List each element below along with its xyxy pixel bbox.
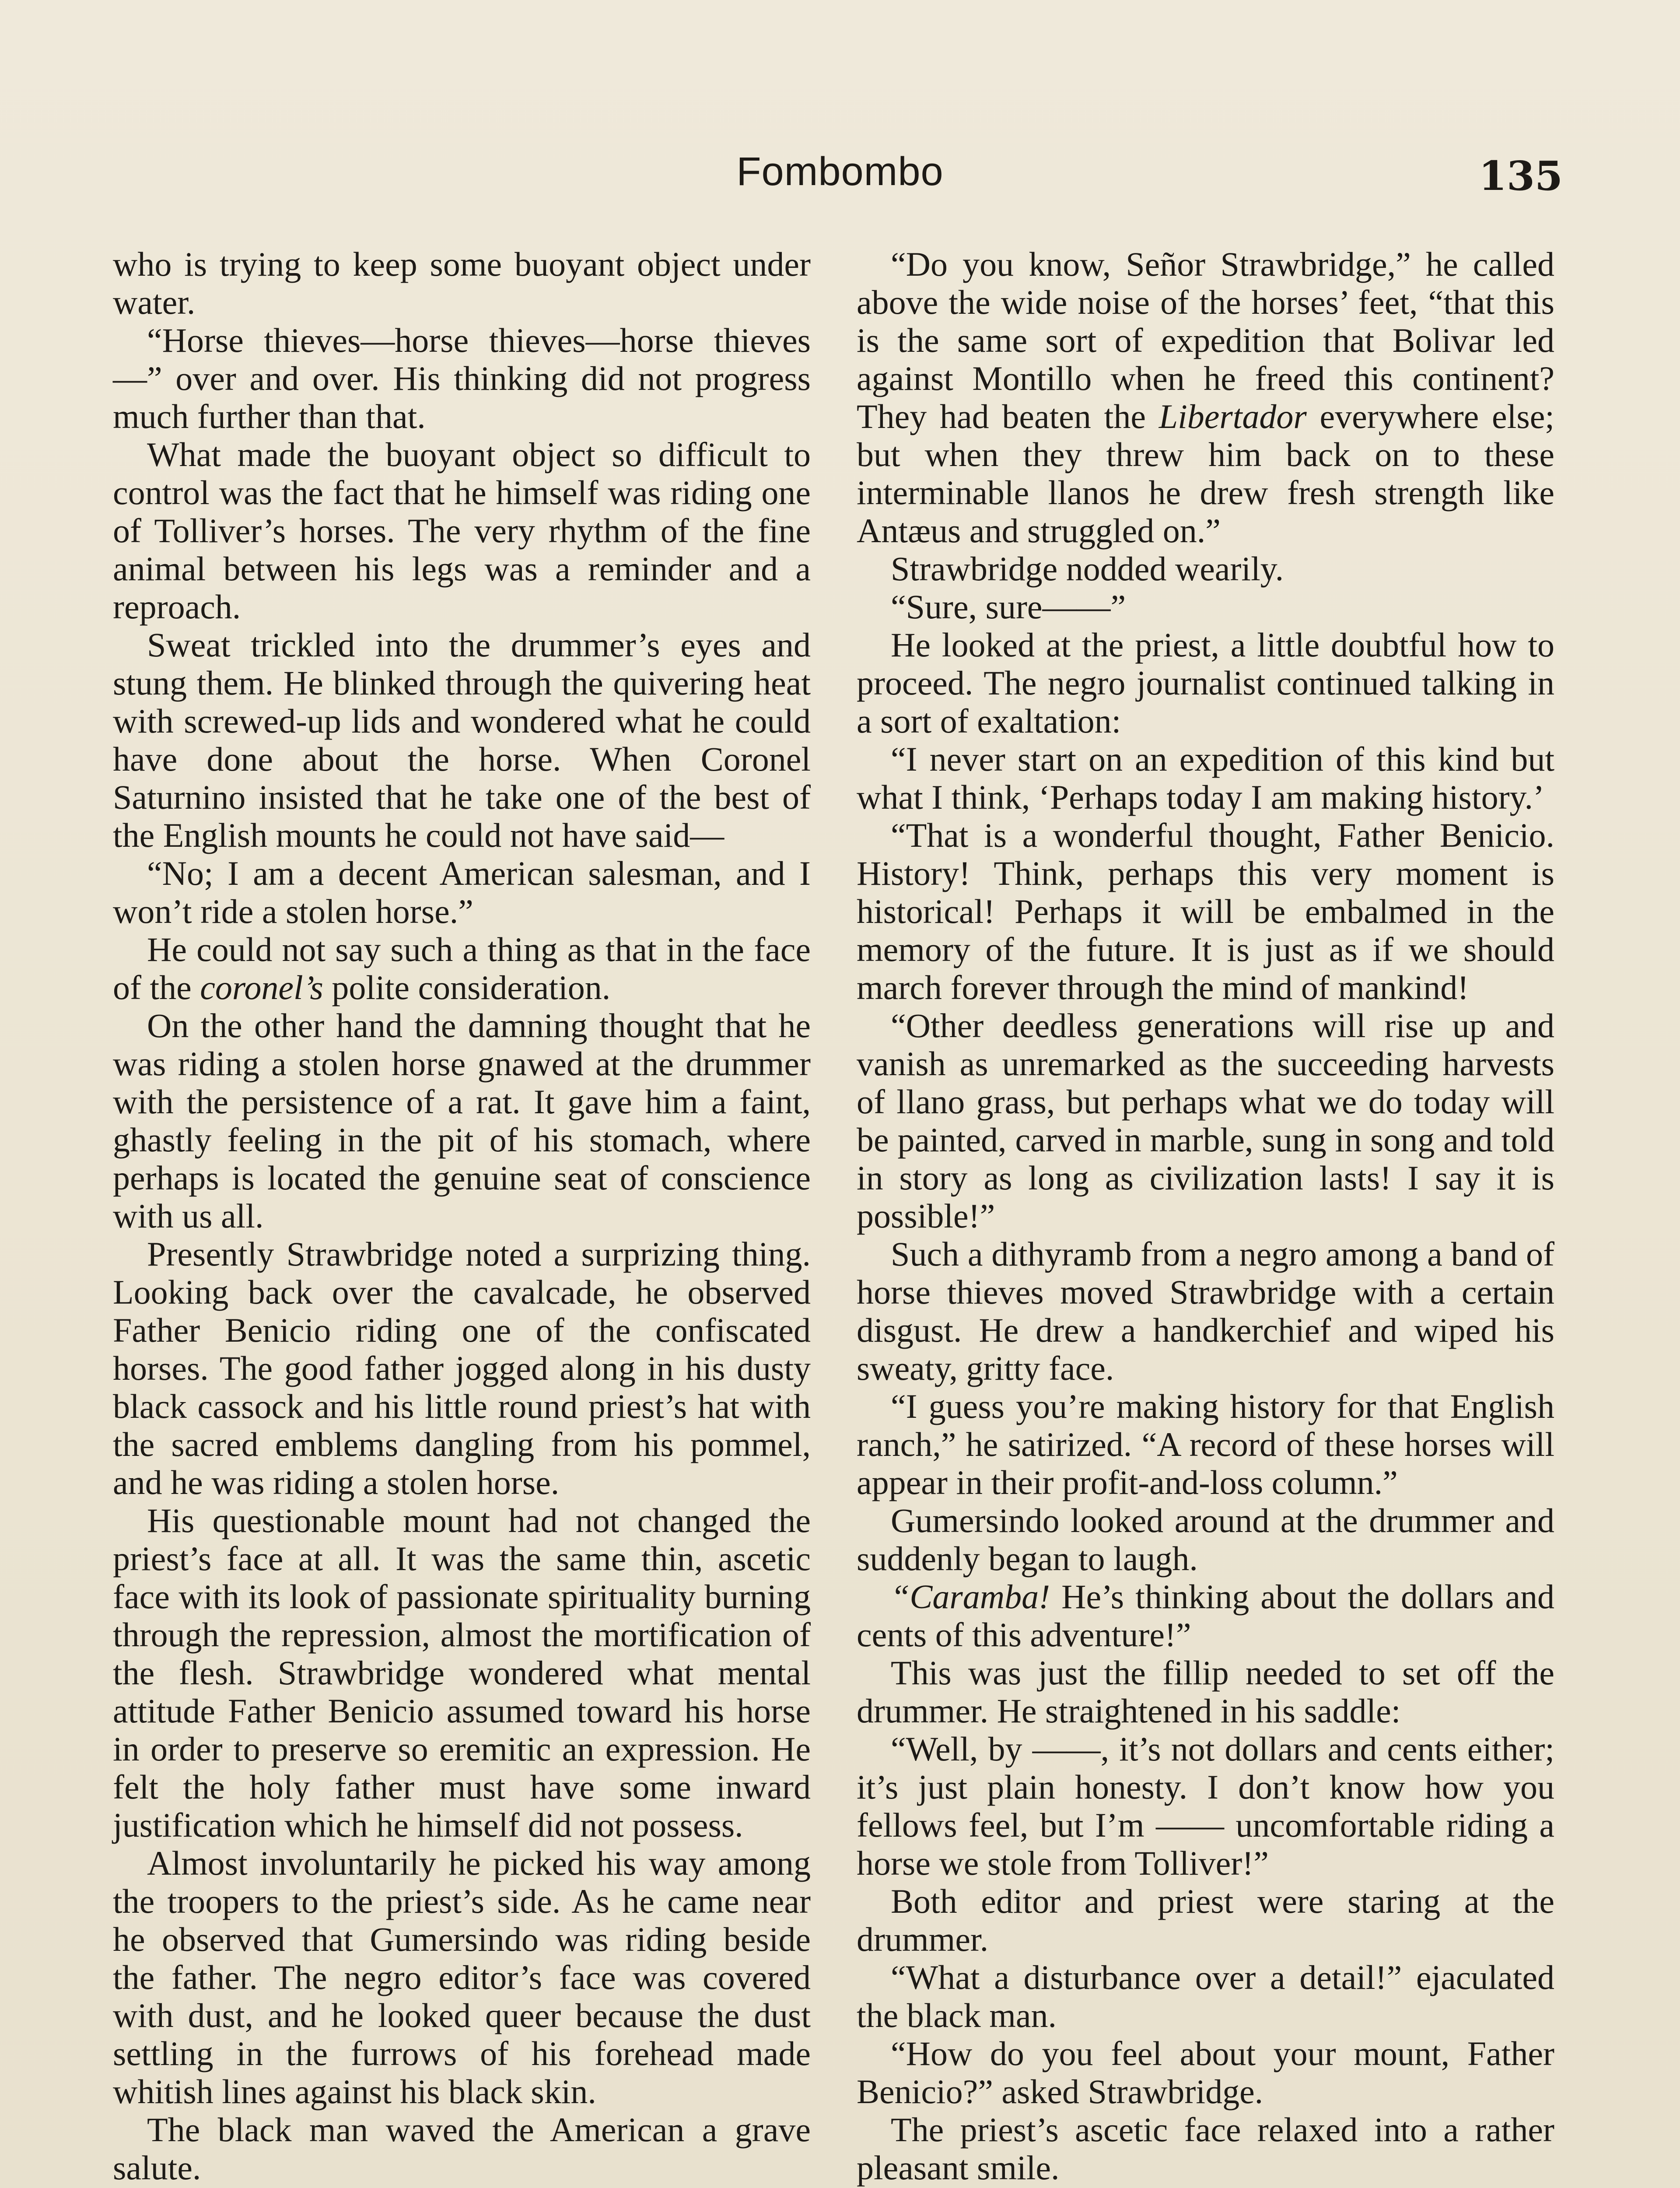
text-run: everywhere else; but when they threw him back on to these interminable llanos he drew fresh strength like Antæus and struggled on.” (857, 397, 1554, 550)
paragraph: “That is a wonderful thought, Father Benicio. History! Think, perhaps this very moment is historical! Perhaps it will be embalmed in the memory of the future. It is just as if we should march forever through the mind of mankind! (857, 816, 1554, 1006)
paragraph: This was just the fillip needed to set off the drummer. He straightened in his saddle: (857, 1654, 1554, 1730)
paragraph: He looked at the priest, a little doubtful how to proceed. The negro journalist continued talking in a sort of exaltation: (857, 626, 1554, 740)
italic-text: coronel’s (200, 968, 323, 1006)
paragraph: “Other deedless generations will rise up and vanish as unremarked as the succeeding harvests of llano grass, but perhaps what we do today will be painted, carved in marble, sung in song and told in story as long as civilization lasts! I say it is possible!” (857, 1006, 1554, 1235)
paragraph (857, 245, 1554, 550)
paragraph: who is trying to keep some buoyant object under water. (113, 245, 811, 321)
text-run: He could not say such a thing as that in the face of the (113, 930, 811, 1006)
paragraph: What made the buoyant object so difficult to control was the fact that he himself was riding one of Tolliver’s horses. The very rhythm of the fine animal between his legs was a reminder and a reproach. (113, 435, 811, 626)
page-number: 135 (1478, 152, 1563, 200)
paragraph: The priest’s ascetic face relaxed into a rather pleasant smile. (857, 2111, 1554, 2187)
paragraph: “I guess you’re making history for that English ranch,” he satirized. “A record of these horses will appear in their profit-and-loss column.” (857, 1387, 1554, 1501)
text-run: polite consideration. (323, 968, 611, 1006)
paragraph: “Well, by ——, it’s not dollars and cents either; it’s just plain honesty. I don’t know how you fellows feel, but I’m —— uncomfortable riding a horse we stole from Tolliver!” (857, 1730, 1554, 1882)
paragraph (113, 930, 811, 1006)
paragraph: Strawbridge nodded wearily. (891, 550, 1284, 588)
paragraph: Sweat trickled into the drummer’s eyes and stung them. He blinked through the quivering heat with screwed-up lids and wondered what he could have done about the horse. When Coronel Saturnino insisted that he take one of the best of the English mounts he could not have said— (113, 626, 811, 854)
paragraph: “What a disturbance over a detail!” ejaculated the black man. (857, 1958, 1554, 2034)
paragraph (857, 1578, 1554, 1654)
paragraph: “No; I am a decent American salesman, and I won’t ride a stolen horse.” (113, 854, 811, 930)
left-column (113, 245, 811, 2187)
paragraph: Presently Strawbridge noted a surprizing thing. Looking back over the cavalcade, he observed Father Benicio riding one of the confiscated horses. The good father jogged along in his dusty black cassock and his little round priest’s hat with the sacred emblems dangling from his pommel, and he was riding a stolen horse. (113, 1235, 811, 1501)
paragraph: “Sure, sure——” (891, 588, 1126, 626)
paragraph: “I never start on an expedition of this kind but what I think, ‘Perhaps today I am making history.’ (857, 740, 1554, 816)
text-run: He’s thinking about the dollars and cents of this adventure!” (857, 1578, 1554, 1654)
italic-text: Libertador (1158, 397, 1307, 435)
italic-text: “Caramba! (891, 1578, 1050, 1616)
paragraph: Both editor and priest were staring at the drummer. (857, 1882, 1554, 1958)
running-title: Fombombo (736, 149, 944, 194)
right-column (857, 245, 1554, 2187)
paragraph: The black man waved the American a grave salute. (113, 2111, 811, 2187)
paragraph: Gumersindo looked around at the drummer and suddenly began to laugh. (857, 1501, 1554, 1578)
paragraph: His questionable mount had not changed the priest’s face at all. It was the same thin, ascetic face with its look of passionate spirituality burning through the repression, almost the mortification of the flesh. Strawbridge wondered what mental attitude Father Benicio assumed toward his horse in order to preserve so eremitic an expression. He felt the holy father must have some inward justification which he himself did not possess. (113, 1501, 811, 1844)
paragraph: On the other hand the damning thought that he was riding a stolen horse gnawed at the drummer with the persistence of a rat. It gave him a faint, ghastly feeling in the pit of his stomach, where perhaps is located the genuine seat of conscience with us all. (113, 1006, 811, 1235)
paragraph: “Horse thieves—horse thieves—horse thieves—” over and over. His thinking did not progress much further than that. (113, 321, 811, 435)
paragraph: “How do you feel about your mount, Father Benicio?” asked Strawbridge. (857, 2034, 1554, 2111)
paragraph: Almost involuntarily he picked his way among the troopers to the priest’s side. As he came near he observed that Gumersindo was riding beside the father. The negro editor’s face was covered with dust, and he looked queer because the dust settling in the furrows of his forehead made whitish lines against his black skin. (113, 1844, 811, 2111)
paragraph: Such a dithyramb from a negro among a band of horse thieves moved Strawbridge with a certain disgust. He drew a handkerchief and wiped his sweaty, gritty face. (857, 1235, 1554, 1387)
text-run: “Do you know, Señor Strawbridge,” he called above the wide noise of the horses’ feet, “that this is the same sort of expedition that Bolivar led against Montillo when he freed this continent? They had beaten the (857, 245, 1554, 435)
